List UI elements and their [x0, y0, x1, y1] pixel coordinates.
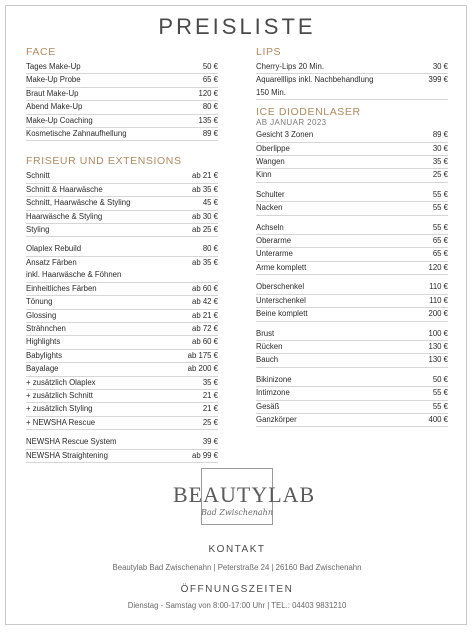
service-name: Make-Up Coaching: [26, 115, 93, 125]
service-price: 55 €: [432, 189, 448, 199]
service-price: 110 €: [429, 282, 448, 292]
service-price: 80 €: [202, 244, 218, 254]
price-row: [256, 235, 448, 248]
service-price: 399 €: [428, 75, 448, 85]
service-price: 65 €: [202, 75, 218, 85]
kontakt-address: Beautylab Bad Zwischenahn | Peterstraße 24 | 26160 Bad Zwischenahn: [112, 563, 362, 572]
service-name: Tönung: [26, 297, 53, 307]
price-row: [26, 74, 218, 87]
service-price: 200 €: [428, 309, 448, 319]
service-price: ab 30 €: [191, 211, 218, 221]
service-price: ab 72 €: [191, 323, 218, 333]
price-row: [256, 387, 448, 400]
service-price: 25 €: [432, 170, 448, 180]
friseur-heading: FRISEUR UND EXTENSIONS: [26, 155, 182, 168]
price-row: [256, 248, 448, 261]
price-row: [256, 222, 448, 235]
price-row: [26, 101, 218, 114]
price-row: [26, 257, 218, 283]
price-row: [256, 143, 448, 156]
service-name: Rücken: [256, 341, 283, 351]
service-name: Schnitt & Haarwäsche: [26, 184, 103, 194]
service-name: Beine komplett: [256, 309, 308, 319]
service-price: ab 21 €: [191, 171, 218, 181]
price-row: [256, 61, 448, 74]
price-row: [256, 74, 448, 100]
page-title: PREISLISTE: [158, 14, 316, 39]
price-row: [26, 224, 218, 237]
service-name: + NEWSHA Rescue: [26, 417, 96, 427]
price-row: [26, 350, 218, 363]
service-name: Oberschenkel: [256, 282, 305, 292]
service-price: ab 25 €: [191, 225, 218, 235]
price-row: [26, 197, 218, 210]
service-name: Achseln: [256, 222, 284, 232]
price-row: [256, 156, 448, 169]
service-name: + zusätzlich Schnitt: [26, 390, 93, 400]
service-name: Aquarelllips inkl. Nachbehandlung 150 Min.: [256, 75, 374, 97]
service-name: Make-Up Probe: [26, 75, 81, 85]
service-price: ab 60 €: [191, 283, 218, 293]
service-price: 39 €: [202, 437, 218, 447]
service-name: NEWSHA Rescue System: [26, 437, 117, 447]
price-row: [256, 169, 448, 182]
laser-list-4: [256, 281, 448, 321]
service-name: Bikinizone: [256, 374, 292, 384]
laser-subheading: AB JANUAR 2023: [256, 118, 327, 128]
service-price: 45 €: [202, 198, 218, 208]
service-price: 55 €: [432, 222, 448, 232]
service-name: Wangen: [256, 157, 285, 167]
service-name: Kinn: [256, 170, 272, 180]
lips-heading: LIPS: [256, 46, 282, 58]
service-name: Schnitt, Haarwäsche & Styling: [26, 198, 131, 208]
friseur-list-3: [26, 436, 218, 463]
service-name: Braut Make-Up: [26, 88, 79, 98]
service-name: Unterarme: [256, 249, 293, 259]
face-list: [26, 61, 218, 141]
price-row: [26, 310, 218, 323]
service-price: 89 €: [202, 129, 218, 139]
logo-frame-bottom: [201, 524, 273, 525]
service-price: 110 €: [429, 295, 448, 305]
price-row: [256, 401, 448, 414]
kontakt-heading: KONTAKT: [208, 544, 266, 555]
service-price: 135 €: [198, 115, 218, 125]
price-row: [256, 341, 448, 354]
service-name: Brust: [256, 328, 275, 338]
price-row: [26, 363, 218, 376]
service-price: 30 €: [432, 62, 448, 71]
service-name: Schnitt: [26, 171, 50, 181]
service-name: Tages Make-Up: [26, 62, 81, 71]
service-name: Oberarme: [256, 236, 292, 246]
service-name: + zusätzlich Olaplex: [26, 377, 96, 387]
service-name: Strähnchen: [26, 323, 66, 333]
service-name: Ganzkörper: [256, 414, 297, 424]
service-price: ab 35 €: [191, 257, 218, 267]
price-row: [256, 354, 448, 367]
friseur-list-1: [26, 170, 218, 237]
service-price: 100 €: [428, 328, 448, 338]
price-row: [26, 417, 218, 430]
price-row: [26, 211, 218, 224]
service-price: 35 €: [432, 157, 448, 167]
service-price: 400 €: [428, 414, 448, 424]
service-name: Schulter: [256, 189, 285, 199]
service-price: 130 €: [428, 341, 448, 351]
laser-list-6: [256, 374, 448, 428]
logo-wordmark: BEAUTYLAB: [173, 482, 316, 507]
service-name: Cherry-Lips 20 Min.: [256, 62, 325, 71]
service-price: ab 60 €: [191, 337, 218, 347]
service-name: NEWSHA Straightening: [26, 450, 108, 460]
price-row: [256, 308, 448, 321]
logo-location: Bad Zwischenahn: [201, 508, 273, 517]
service-name: + zusätzlich Styling: [26, 404, 93, 414]
service-price: 65 €: [432, 249, 448, 259]
laser-list-5: [256, 328, 448, 368]
price-row: [256, 281, 448, 294]
service-name: Nacken: [256, 203, 283, 213]
service-price: 55 €: [432, 388, 448, 398]
beautylab-logo: [173, 468, 316, 530]
service-price: ab 175 €: [187, 350, 218, 360]
price-row: [256, 414, 448, 427]
service-price: 21 €: [202, 390, 218, 400]
service-price: ab 42 €: [191, 297, 218, 307]
service-price: 89 €: [432, 130, 448, 140]
oeffnungszeiten-text: Dienstag - Samstag von 8:00-17:00 Uhr | TEL.: 04403 9831210: [127, 601, 347, 610]
service-price: 21 €: [202, 404, 218, 414]
service-price: 50 €: [432, 374, 448, 384]
service-name: Bayalage: [26, 364, 59, 374]
price-row: [256, 374, 448, 387]
service-price: 30 €: [432, 143, 448, 153]
service-price: ab 21 €: [191, 310, 218, 320]
service-price: 55 €: [432, 203, 448, 213]
service-price: 120 €: [198, 88, 218, 98]
service-price: 120 €: [428, 262, 448, 272]
price-row: [26, 283, 218, 296]
price-row: [26, 61, 218, 74]
service-price: 80 €: [202, 102, 218, 112]
service-name: Abend Make-Up: [26, 102, 83, 112]
price-row: [256, 262, 448, 275]
service-price: 50 €: [202, 62, 218, 71]
service-name: Gesäß: [256, 401, 280, 411]
service-name: Styling: [26, 225, 50, 235]
left-column: [26, 46, 218, 463]
service-name: Gesicht 3 Zonen: [256, 130, 314, 140]
service-price: 55 €: [432, 401, 448, 411]
price-row: [26, 390, 218, 403]
price-row: [26, 243, 218, 256]
lips-list: [256, 61, 448, 100]
price-row: [26, 403, 218, 416]
price-row: [26, 336, 218, 349]
price-row: [26, 323, 218, 336]
price-row: [26, 377, 218, 390]
laser-list-2: [256, 189, 448, 216]
service-name: Kosmetische Zahnaufhellung: [26, 129, 127, 139]
service-name: Haarwäsche & Styling: [26, 211, 103, 221]
right-column: [256, 46, 448, 427]
service-name: Arme komplett: [256, 262, 307, 272]
laser-list-1: [256, 129, 448, 183]
price-row: [26, 128, 218, 141]
service-name: Einheitliches Färben: [26, 283, 97, 293]
price-row: [26, 436, 218, 449]
service-name: Glossing: [26, 310, 57, 320]
price-row: [256, 202, 448, 215]
price-row: [256, 295, 448, 308]
price-row: [26, 115, 218, 128]
service-name: Intimzone: [256, 388, 290, 398]
price-row: [26, 170, 218, 183]
service-name: Unterschenkel: [256, 295, 306, 305]
service-price: 130 €: [428, 355, 448, 365]
oeffnungszeiten-heading: ÖFFNUNGSZEITEN: [180, 584, 294, 595]
service-name: Ansatz Färben inkl. Haarwäsche & Föhnen: [26, 257, 122, 280]
service-name: Oberlippe: [256, 143, 290, 153]
service-name: Bauch: [256, 355, 279, 365]
price-row: [26, 450, 218, 463]
price-row: [256, 189, 448, 202]
service-price: ab 200 €: [187, 364, 218, 374]
service-price: ab 99 €: [191, 450, 218, 460]
service-price: 35 €: [202, 377, 218, 387]
service-price: 65 €: [432, 236, 448, 246]
friseur-list-2: [26, 243, 218, 430]
price-row: [256, 328, 448, 341]
price-row: [26, 296, 218, 309]
laser-heading: ICE DIODENLASER: [256, 106, 361, 119]
service-name: Olaplex Rebuild: [26, 244, 82, 254]
face-heading: FACE: [26, 46, 56, 58]
service-name: Highlights: [26, 337, 61, 347]
price-row: [26, 88, 218, 101]
price-row: [26, 184, 218, 197]
service-price: 25 €: [202, 417, 218, 427]
laser-list-3: [256, 222, 448, 276]
service-name: Babylights: [26, 350, 62, 360]
price-row: [256, 129, 448, 142]
service-price: ab 35 €: [191, 184, 218, 194]
